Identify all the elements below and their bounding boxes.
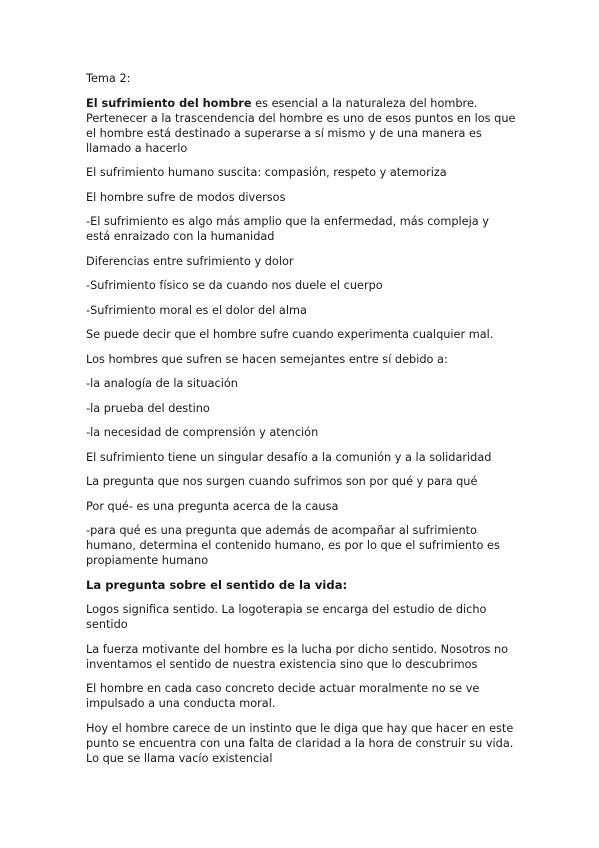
paragraph: La pregunta que nos surgen cuando sufrimos son por qué y para qué <box>86 475 478 488</box>
paragraph: El hombre en cada caso concreto decide actuar moralmente no se ve impulsado a una conducta moral. <box>86 682 480 710</box>
intro-paragraph <box>86 96 516 156</box>
paragraph: -Sufrimiento físico se da cuando nos duele el cuerpo <box>86 279 383 292</box>
topic-label: Tema 2: <box>86 72 131 85</box>
paragraph: Los hombres que sufren se hacen semejantes entre sí debido a: <box>86 352 448 366</box>
paragraph: Por qué- es una pregunta acerca de la causa <box>86 499 339 513</box>
document-page <box>86 71 516 775</box>
section-heading: La pregunta sobre el sentido de la vida: <box>86 577 348 592</box>
paragraph: El sufrimiento tiene un singular desafío a la comunión y a la solidaridad <box>86 450 492 464</box>
paragraph: El hombre sufre de modos diversos <box>86 190 286 204</box>
list-item: -la prueba del destino <box>86 401 210 415</box>
paragraph: Hoy el hombre carece de un instinto que le diga que hay que hacer en este punto se encuentra con una falta de claridad a la hora de construir su vida. Lo que se llama vacío existencial <box>86 721 514 765</box>
paragraph: Se puede decir que el hombre sufre cuando experimenta cualquier mal. <box>86 328 494 341</box>
intro-bold-term: El sufrimiento del hombre <box>86 96 252 110</box>
list-item: -la analogía de la situación <box>86 377 238 390</box>
paragraph: Diferencias entre sufrimiento y dolor <box>86 254 294 268</box>
paragraph: -para qué es una pregunta que además de acompañar al sufrimiento humano, determina el contenido humano, es por lo que el sufrimiento es propiamente humano <box>86 524 500 567</box>
paragraph: El sufrimiento humano suscita: compasión, respeto y atemoriza <box>86 166 447 179</box>
list-item: -la necesidad de comprensión y atención <box>86 426 319 439</box>
paragraph: La fuerza motivante del hombre es la lucha por dicho sentido. Nosotros no inventamos el sentido de nuestra existencia sino que lo descubrimos <box>86 642 509 671</box>
intro-text: es esencial a la naturaleza del hombre. Pertenecer a la trascendencia del hombre es uno de esos puntos en los que el hombre está destinado a superarse a sí mismo y de una manera es llamado a hacerlo <box>86 96 516 155</box>
paragraph: -El sufrimiento es algo más amplio que la enfermedad, más compleja y está enraizado con la humanidad <box>86 215 489 243</box>
paragraph: -Sufrimiento moral es el dolor del alma <box>86 303 307 317</box>
paragraph: Logos significa sentido. La logoterapia se encarga del estudio de dicho sentido <box>86 603 487 631</box>
